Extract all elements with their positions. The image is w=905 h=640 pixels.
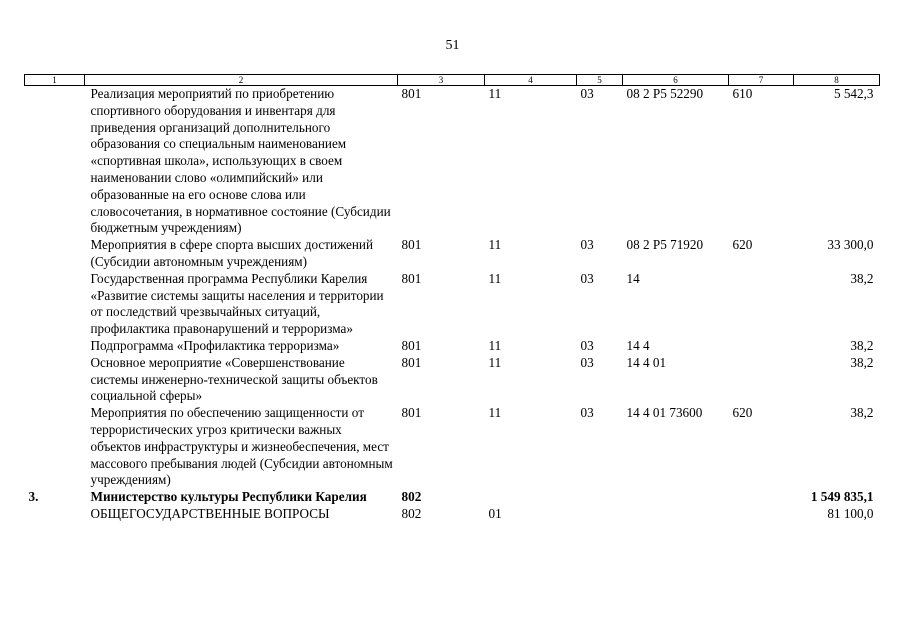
row-name: Реализация мероприятий по приобретению спортивного оборудования и инвентаря для приведения организаций дополнительного образования со специальным наименованием «спортивная школа», использующих в своем наименовании слово «олимпийский» или образованные на его основе слова или словосочетания, в нормативное состояние (Субсидии бюджетным учреждениям): [90, 86, 391, 236]
row-rz: 11: [488, 354, 502, 370]
row-name: ОБЩЕГОСУДАРСТВЕННЫЕ ВОПРОСЫ: [90, 505, 330, 521]
row-name: Мероприятия по обеспечению защищенности от террористических угроз критически важных объектов инфраструктуры и жизнеобеспечения, мест массового пребывания людей (Субсидии автономным учреждениям): [90, 405, 393, 488]
row-rz: 11: [488, 405, 502, 421]
row-sum: 5 542,3: [833, 86, 874, 101]
row-ved: 801: [401, 354, 422, 370]
row-number: 3.: [28, 489, 39, 505]
row-pr: 03: [580, 405, 594, 421]
row-csr: 08 2 P5 52290: [626, 86, 704, 101]
row-number: [25, 86, 85, 238]
row-rz: 11: [488, 237, 502, 253]
row-sum: 81 100,0: [827, 505, 874, 521]
budget-table: [24, 74, 880, 523]
row-number: [25, 506, 85, 523]
table-row: [25, 271, 880, 338]
table-row: [25, 338, 880, 355]
row-vr: [729, 506, 794, 523]
row-name: Министерство культуры Республики Карелия: [90, 489, 367, 505]
header-cell: 3: [398, 75, 485, 86]
row-number: [25, 271, 85, 338]
header-cell: 1: [25, 75, 85, 86]
row-csr: 14 4 01 73600: [626, 405, 703, 421]
row-vr: [729, 271, 794, 338]
row-ved: 801: [401, 86, 422, 101]
row-name: Мероприятия в сфере спорта высших достижений (Субсидии автономным учреждениям): [90, 237, 374, 269]
row-pr: 03: [580, 270, 594, 286]
row-ved: 801: [401, 237, 422, 253]
row-pr: [577, 489, 623, 506]
row-ved: 801: [401, 270, 422, 286]
row-number: [25, 405, 85, 489]
row-sum: 38,2: [850, 354, 874, 370]
row-vr: 620: [732, 237, 753, 253]
row-number: [25, 338, 85, 355]
row-rz: [485, 489, 577, 506]
row-pr: 03: [580, 86, 594, 101]
row-pr: [577, 506, 623, 523]
row-csr: 08 2 P5 71920: [626, 237, 704, 253]
header-cell: 8: [794, 75, 880, 86]
row-vr: 610: [732, 86, 753, 101]
row-sum: 33 300,0: [827, 237, 874, 253]
row-pr: 03: [580, 237, 594, 253]
row-number: [25, 355, 85, 405]
row-vr: [729, 355, 794, 405]
row-csr: 14 4: [626, 337, 650, 353]
page-number: 51: [445, 38, 460, 53]
row-vr: 620: [732, 405, 753, 421]
row-pr: 03: [580, 337, 594, 353]
table-row: [25, 237, 880, 271]
row-csr: [623, 506, 729, 523]
row-vr: [729, 489, 794, 506]
row-name: Основное мероприятие «Совершенствование системы инженерно-технической защиты объектов социальной сферы»: [90, 354, 378, 404]
header-cell: 6: [623, 75, 729, 86]
row-csr: 14: [626, 270, 640, 286]
header-cell: 4: [485, 75, 577, 86]
row-rz: 11: [488, 337, 502, 353]
table-row: [25, 86, 880, 238]
row-csr: [623, 489, 729, 506]
row-number: [25, 237, 85, 271]
table-row: [25, 355, 880, 405]
row-ved: 801: [401, 337, 422, 353]
table-row: [25, 506, 880, 523]
row-pr: 03: [580, 354, 594, 370]
header-cell: 5: [577, 75, 623, 86]
row-rz: 01: [488, 505, 502, 521]
row-rz: 11: [488, 86, 502, 101]
row-ved: 802: [401, 505, 422, 521]
header-cell: 7: [729, 75, 794, 86]
row-sum: 1 549 835,1: [810, 489, 874, 505]
table-header-row: [25, 75, 880, 86]
row-ved: 801: [401, 405, 422, 421]
table-row-ministry: [25, 489, 880, 506]
row-name: Государственная программа Республики Карелия «Развитие системы защиты населения и территории от последствий чрезвычайных ситуаций, профилактика правонарушений и терроризма»: [90, 270, 384, 337]
row-sum: 38,2: [850, 337, 874, 353]
row-sum: 38,2: [850, 405, 874, 421]
row-csr: 14 4 01: [626, 354, 667, 370]
row-name: Подпрограмма «Профилактика терроризма»: [90, 337, 340, 353]
row-rz: 11: [488, 270, 502, 286]
row-ved: 802: [401, 489, 422, 505]
row-vr: [729, 338, 794, 355]
table-row: [25, 405, 880, 489]
row-sum: 38,2: [850, 270, 874, 286]
header-cell: 2: [85, 75, 398, 86]
